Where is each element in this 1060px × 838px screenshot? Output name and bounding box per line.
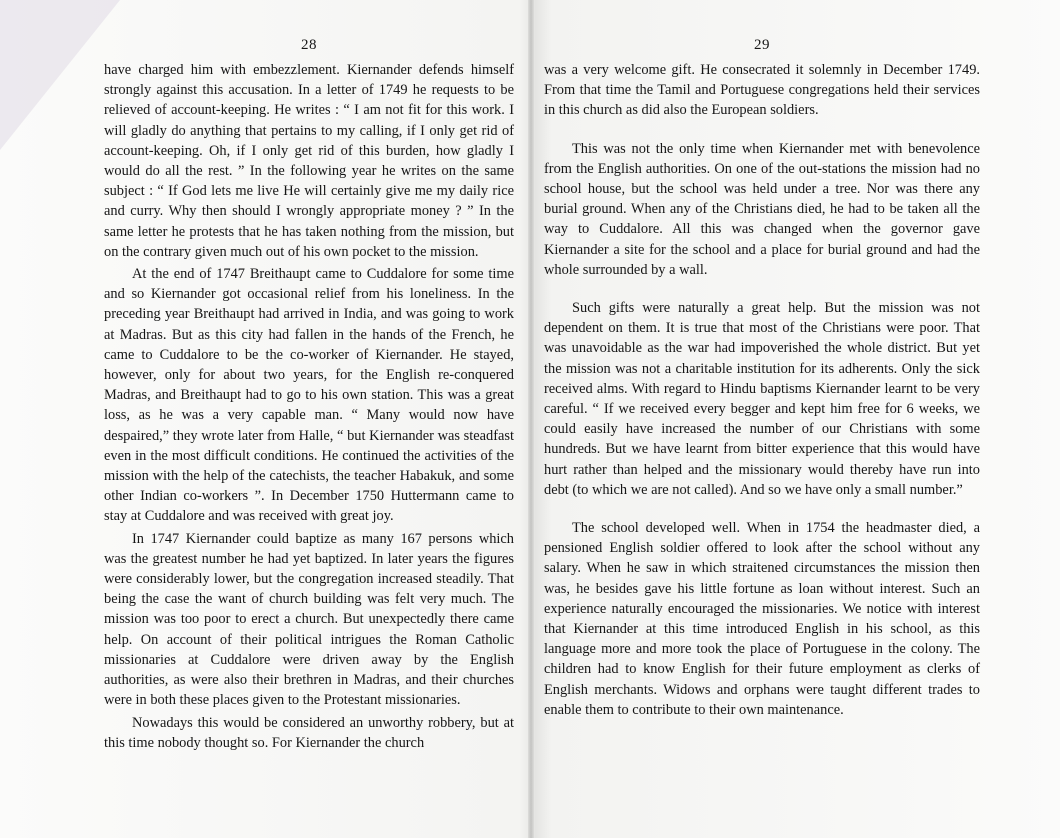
paragraph: At the end of 1747 Breithaupt came to Cuddalore for some time and so Kiernander got occasional relief from his loneliness. In the preceding year Breithaupt had arrived in India, and was going to work at Madras. But as this city had fallen in the hands of the French, he came to Cuddalore to be the co-worker of Kiernander. He stayed, however, only for about two years, for the English re-conquered Madras, and Breithaupt had to go to his own station. This was a great loss, as he was a very capable man. “ Many would now have despaired,” they wrote later from Halle, “ but Kiernander was steadfast even in the most difficult conditions. He continued the activities of the mission with the help of the catechists, the teacher Habakuk, and some other Indian co-workers ”. In December 1750 Huttermann came to stay at Cuddalore and was received with great joy. [104, 266, 514, 525]
paragraph: was a very welcome gift. He consecrated it solemnly in December 1749. From that time the Tamil and Portuguese congregations held their services in this church as did also the European soldiers. [544, 62, 980, 119]
paragraph: Nowadays this would be considered an unworthy robbery, but at this time nobody thought so. For Kiernander the church [104, 714, 514, 751]
page-number: 29 [754, 37, 770, 53]
right-page [534, 0, 1060, 838]
left-page [0, 0, 528, 838]
paragraph: In 1747 Kiernander could baptize as many 167 persons which was the greatest number he had yet baptized. In later years the figures were considerably lower, but the congregation increased steadily. That being the case the want of church building was felt very much. The mission was too poor to erect a church. But unexpectedly there came help. On account of their political intrigues the Roman Catholic missionaries at Cuddalore were driven away by the English authorities, as were also their brethren in Madras, and their churches were in both these places given to the Protestant missionaries. [104, 530, 514, 709]
paragraph: The school developed well. When in 1754 the headmaster died, a pensioned English soldier offered to look after the school without any salary. When he saw in which straitened circumstances the mission then was, he besides gave his little fortune as loan without interest. Such an experience naturally encouraged the missionaries. We notice with interest that Kiernander at this time introduced English in his school, as this language more and more took the place of Portuguese in the colony. The children had to know English for their future employment as clerks of English merchants. Widows and orphans were taught different trades to enable them to contribute to their own maintenance. [544, 520, 980, 718]
page-text [104, 60, 514, 753]
page-text [544, 60, 980, 720]
paragraph: have charged him with embezzlement. Kiernander defends himself strongly against this accusation. In a letter of 1749 he requests to be relieved of account-keeping. He writes : “ I am not fit for this work. I will gladly do anything that pertains to my calling, if I only get rid of account-keeping. Oh, if I only get rid of this burden, how gladly I would do all the rest. ” In the following year he writes on the same subject : “ If God lets me live He will certainly give me my daily rice and curry. Why then should I wrongly appropriate money ? ” In the same letter he protests that he has taken nothing from the mission, but on the contrary given much out of his own pocket to the mission. [104, 62, 514, 260]
paragraph: Such gifts were naturally a great help. But the mission was not dependent on them. It is true that most of the Christians were poor. That was unavoidable as the war had impoverished the whole district. But yet the mission was not a charitable institution for its adherents. Only the sick received alms. With regard to Hindu baptisms Kiernander learnt to be very careful. “ If we received every begger and kept him free for 6 weeks, we could easily have increased the number of our Christians with some hundreds. But we have learnt from bitter experience that this would have hurt rather than helped and the missionary would thereby have run into debt (to which we are not called). And so we have only a small number.” [544, 300, 980, 498]
page-number: 28 [301, 37, 317, 53]
paragraph: This was not the only time when Kiernander met with benevolence from the English authorities. On one of the out-stations the mission had no school house, but the school was held under a tree. Nor was there any burial ground. When any of the Christians died, he had to be taken all the way to Cuddalore. All this was changed when the governor gave Kiernander a site for the school and a place for burial ground and had the whole surrounded by a wall. [544, 140, 980, 278]
